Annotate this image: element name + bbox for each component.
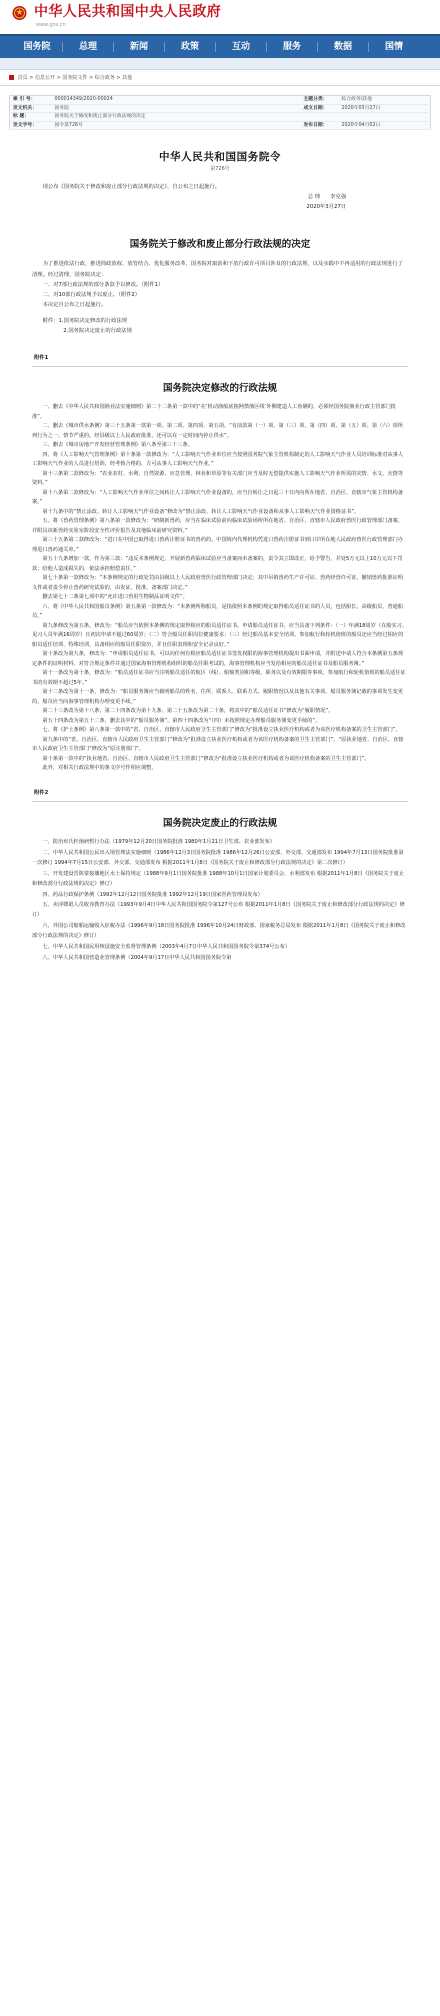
list-item: 删去第七十二条第七项中的“允许进口兽用生物制品证明文件”。 <box>42 594 188 601</box>
nav-item-national-profile[interactable]: 国情 <box>384 42 403 52</box>
list-item: 一、防治布氏杆菌病暂行办法（1979年12月20日国务院批准 1980年1月21日卫生部、农业部发布） <box>42 838 276 845</box>
order-intro: 现公布《国务院关于修改和废止部分行政法规的决定》，自公布之日起施行。 <box>42 184 221 191</box>
list-item: 第十一条改为第十条，修改为：“船员适任证书应当注明船员适任的航区（线）、船舶类别和等级、职务以及有效期限等事项。参加航行和轮机值班的船员适任证书的有效期不超过5年。” <box>32 670 406 686</box>
doc-title-value: 国务院关于修改和废止部分行政法规的决定 <box>52 113 431 122</box>
index-value: 000014349/2020-00024 <box>52 96 301 105</box>
nav-item-interaction[interactable]: 互动 <box>231 42 250 52</box>
signature-name: 李克强 <box>330 194 346 201</box>
attachments-list <box>32 316 408 336</box>
doc-title-label: 标 题： <box>10 113 52 122</box>
order-number: 第726号 <box>210 166 230 172</box>
nav-divider <box>113 42 114 52</box>
list-item: 六、外国公司船舶运输收入征税办法（1996年9月18日国务院批准 1996年10月24日财政部、国家税务总局发布 根据2011年1月8日《国务院关于废止和修改部分行政法规的决定》修订） <box>32 923 406 940</box>
divider <box>32 801 408 802</box>
signature-role: 总 理 <box>307 194 321 201</box>
attachment-2-link[interactable]: 2.国务院决定废止的行政法规 <box>63 328 132 335</box>
nav-divider <box>266 42 267 52</box>
list-item: 第七十条第一款修改为：“本条例规定的行政处罚由县级以上人民政府兽医行政管理部门决定；其中吊销兽药生产许可证、兽药经营许可证，撤销兽药批准证明文件或者责令停止兽药研究试验的，由发证、批准、备案部门决定。” <box>32 575 404 591</box>
order-title: 中华人民共和国国务院令 <box>158 151 282 163</box>
breadcrumb-state-council-docs[interactable]: 国务院文件 <box>62 75 88 81</box>
written-date-label: 成文日期： <box>301 104 339 113</box>
breadcrumb-home[interactable]: 首页 <box>17 75 28 81</box>
annex-1-label: 附件1 <box>34 355 49 362</box>
annex-1-title: 国务院决定修改的行政法规 <box>162 383 277 395</box>
decision-para-3: 二、对10部行政法规予以废止。（附件2） <box>42 292 141 299</box>
topic-label: 主题分类： <box>301 96 339 105</box>
document-metadata-table <box>9 95 431 130</box>
list-item: 第十条第一款中的“执业地省、自治区、直辖市人民政府卫生主管部门”修改为“批准设立执业医疗机构或者为该医疗机构备案的卫生主管部门”。 <box>42 755 370 762</box>
breadcrumb-info-disclosure[interactable]: 信息公开 <box>34 75 55 81</box>
site-title[interactable]: 中华人民共和国中央人民政府 <box>34 4 222 20</box>
annex-2-label: 附件2 <box>34 789 49 796</box>
written-date-value: 2020年03月27日 <box>339 104 431 113</box>
issuing-org-value: 国务院 <box>52 104 301 113</box>
list-item: 第十条改为第九条，修改为：“申请船员适任证书，可以向任何有相应船员适任证书签发权限的海事管理机构提出书面申请，并附送申请人符合本条例第五条规定条件的证明材料。对符合规定条件并通过国家海事管理机构组织的船员任职考试的，海事管理机构应当发给相应的船员适任证书及船员服务簿。” <box>32 651 404 667</box>
annex-1-items <box>32 403 408 774</box>
nav-item-state-council[interactable]: 国务院 <box>23 42 51 52</box>
list-item: 八、中华人民共和国营造业管理条例（2004年9月17日中华人民共和国国务院令第 <box>42 954 232 961</box>
decision-title: 国务院关于修改和废止部分行政法规的决定 <box>129 239 311 251</box>
list-item: 第二十三条改为第十八条、第二十四条改为第十九条、第二十五条改为第二十条，将其中的“船员适任证书”修改为“履职情况”。 <box>42 708 334 715</box>
list-item: 二、中华人民共和国公民出入境管理法实施细则（1986年12月3日国务院批准 1986年12月26日公安部、外交部、交通部发布 1994年7月13日国务院批准第一次修订 1994年7月15日公安部、外交部、交通部发布 根据2011年1月8日《国务院关于废止和修改部分行政法规的决定》第二次修订） <box>32 849 404 866</box>
nav-divider <box>368 42 369 52</box>
publish-date-value: 2020年04月02日 <box>339 121 431 130</box>
list-item: 第三十五条第二款修改为：“进口在中国已取得进口兽药注册证书的兽药的，中国境内代理机构凭进口兽药注册证书到口岸所在地人民政府兽医行政管理部门办理进口兽药通关单。” <box>32 537 404 553</box>
list-item: 三、开发建设晋陕蒙接壤地区水土保持规定（1988年9月1日国务院批准 1988年10月1日国家计划委员会、水利部发布 根据2011年1月8日《国务院关于废止和修改部分行政法规的决定》修订） <box>32 870 405 887</box>
nav-divider <box>62 42 63 52</box>
nav-item-data[interactable]: 数据 <box>333 42 352 52</box>
doc-number-label: 发文字号： <box>10 121 52 130</box>
signature-date: 2020年3月27日 <box>306 204 346 211</box>
list-item: 此外，对相关行政法规中的条文序号作相应调整。 <box>42 765 157 772</box>
nav-item-services[interactable]: 服务 <box>282 42 301 52</box>
site-header <box>0 0 440 34</box>
breadcrumb-general-affairs[interactable]: 综合政务 <box>94 75 115 81</box>
site-url[interactable]: www.gov.cn <box>36 22 66 28</box>
divider <box>32 366 408 367</box>
list-item: 七、中华人民共和国民用核设施安全监督管理条例（2003年4月7日中华人民共和国国务院令第374号公布） <box>42 944 290 951</box>
decision-para-1: 为了推进依法行政，推进简政放权、放管结合、优化服务改革，国务院对取消和下放行政许可项目涉及的行政法规，以及实践中不再适用的行政法规进行了清理。经过清理，国务院决定： <box>32 261 403 278</box>
topic-value: 综合政务\其他 <box>339 96 431 105</box>
issuing-org-label: 发文机关： <box>10 104 52 113</box>
list-item: 五、将《兽药管理条例》第八条第一款修改为：“研制新兽药，应当在临床试验前向临床试验场所所在地省、自治区、直辖市人民政府兽医行政管理部门备案，并附具该新兽药实验室阶段安全性评价报告及其他临床前研究资料。” <box>32 518 404 534</box>
national-emblem-icon <box>12 5 27 21</box>
publish-date-label: 发布日期： <box>301 121 339 130</box>
annex-2-items <box>32 838 408 964</box>
list-item: 三、删去《城市房地产开发经营管理条例》第八条至第三十三条。 <box>42 442 193 449</box>
decision-para-4: 本决定自公布之日起施行。 <box>42 302 107 309</box>
annex-2-title: 国务院决定废止的行政法规 <box>162 817 277 829</box>
list-item: 第十三条第二款修改为：“农业农村、水利、自然资源、应急管理、林业和草原等有关部门应当及时无偿提供实施人工影响天气作业所需的灾情、水文、火情等资料。” <box>32 470 404 487</box>
article-body <box>0 150 440 336</box>
nav-item-premier[interactable]: 总理 <box>78 42 97 52</box>
attachment-1-link[interactable]: 附件：1.国务院决定修改的行政法规 <box>42 318 128 325</box>
list-item: 七、将《护士条例》第八条第一款中的“省、自治区、直辖市人民政府卫生主管部门”修改为“批准设立执业医疗机构或者为该医疗机构备案的卫生主管部门”。 <box>42 727 401 734</box>
list-item: 第九条中的“省、自治区、直辖市人民政府卫生主管部门”修改为“批准设立执业医疗机构或者为该医疗机构备案的卫生主管部门”，“原执业地省、自治区、直辖市人民政府卫生主管部门”修改为“原注册部门”。 <box>32 736 404 753</box>
breadcrumb: 首页 > 信息公开 > 国务院文件 > 综合政务 > 其他 <box>0 70 440 86</box>
list-item: 第十九条中的“禁止涂改、转让人工影响天气作业设备”修改为“禁止涂改、转让人工影响天气作业设备和从事人工影响天气作业资格证书”。 <box>42 508 360 515</box>
index-label: 索 引 号： <box>10 96 52 105</box>
list-item: 四、药品行政保护条例（1992年12月12日国务院批准 1992年12月19日国家医药管理局发布） <box>42 891 263 898</box>
main-nav <box>0 34 440 58</box>
list-item: 四、将《人工影响天气管理条例》第十条第一款修改为：“人工影响天气作业单位应当按照国务院气象主管机构制定的人工影响天气作业人员培训标准对从事人工影响天气作业的人员进行培训，经考核合格的，方可从事人工影响天气作业。” <box>32 451 404 468</box>
signature-block <box>32 192 408 212</box>
list-item: 一、删去《中华人民共和国渔业法实施细则》第二十二条第一款中的“在‘机动渔船底拖网禁渔区线’外侧建造人工鱼礁的，必须经国务院渔业行政主管部门批准”。 <box>32 404 396 420</box>
doc-number-value: 国令第726号 <box>52 121 301 130</box>
list-item: 第五十四条改为第五十二条，删去其中的“船员服务簿”，第四十四条改为“（四）未按照规定办理船员服务簿变更手续的”。 <box>42 717 321 724</box>
list-item: 二、删去《城市供水条例》第三十五条第一款第一项、第二项、第四项、第五项，“有前款第（一）项、第（三）项、第（四）项、第（五）项、第（六）项所列行为之一，情节严重的，经县级以上人民政府批准，还可以在一定时间内停止供水”。 <box>32 423 404 439</box>
breadcrumb-other[interactable]: 其他 <box>122 75 133 81</box>
list-item: 五、卖淫嫖娼人员收容教育办法（1993年9月4日中华人民共和国国务院令第127号公布 根据2011年1月8日《国务院关于废止和修改部分行政法规的决定》修订） <box>32 902 405 919</box>
list-item: 第五十九条增加一款，作为第三款：“违反本条例规定，开展新兽药临床试验应当备案而未备案的，责令其立即改正，给予警告，并处5万元以上10万元以下罚款；给他人造成损失的，依法承担赔偿责任。” <box>32 556 403 572</box>
list-item: 第九条修改为第五条，修改为：“船员应当依照本条例的规定取得相应的船员适任证书。申请船员适任证书，应当具备下列条件：（一）年满18周岁（在船实习、见习人员年满16周岁）且初次申请不超过60周岁；（二）符合船员任职岗位健康要求；（三）经过船员基本安全培训。参加航行和轮机值班的船员还应当经过相应的船员适任培训、特殊培训，具备相应的船员任职资历，并且任职表现和安全记录良好。” <box>32 622 408 648</box>
nav-divider <box>317 42 318 52</box>
annex-1 <box>0 382 440 774</box>
nav-item-policy[interactable]: 政策 <box>180 42 199 52</box>
annex-2 <box>0 817 440 964</box>
list-item: 第十二条改为第十一条，修改为：“船员服务簿应当载明船员的姓名、住所、联系人、联系方式、履职情况以及其他有关事项。船员服务簿记载的事项发生变更的，船员应当向海事管理机构办理变更手续。” <box>32 689 404 705</box>
list-item: 六、将《中华人民共和国船员条例》第五条第一款修改为：“本条例所称船员，是指依照本条例的规定取得船员适任证书的人员，包括船长、高级船员、普通船员。” <box>32 603 404 620</box>
nav-divider <box>164 42 165 52</box>
nav-item-news[interactable]: 新闻 <box>129 42 148 52</box>
home-icon <box>9 75 14 80</box>
decision-para-2: 一、对7部行政法规的部分条款予以修改。（附件1） <box>42 281 164 288</box>
sub-nav-bar <box>0 58 440 70</box>
nav-divider <box>215 42 216 52</box>
list-item: 第十八条第二款修改为：“人工影响天气作业单位之间转让人工影响天气作业设备的，应当自转让之日起三十日内向所在地省、自治区、直辖市气象主管机构备案。” <box>32 489 404 506</box>
